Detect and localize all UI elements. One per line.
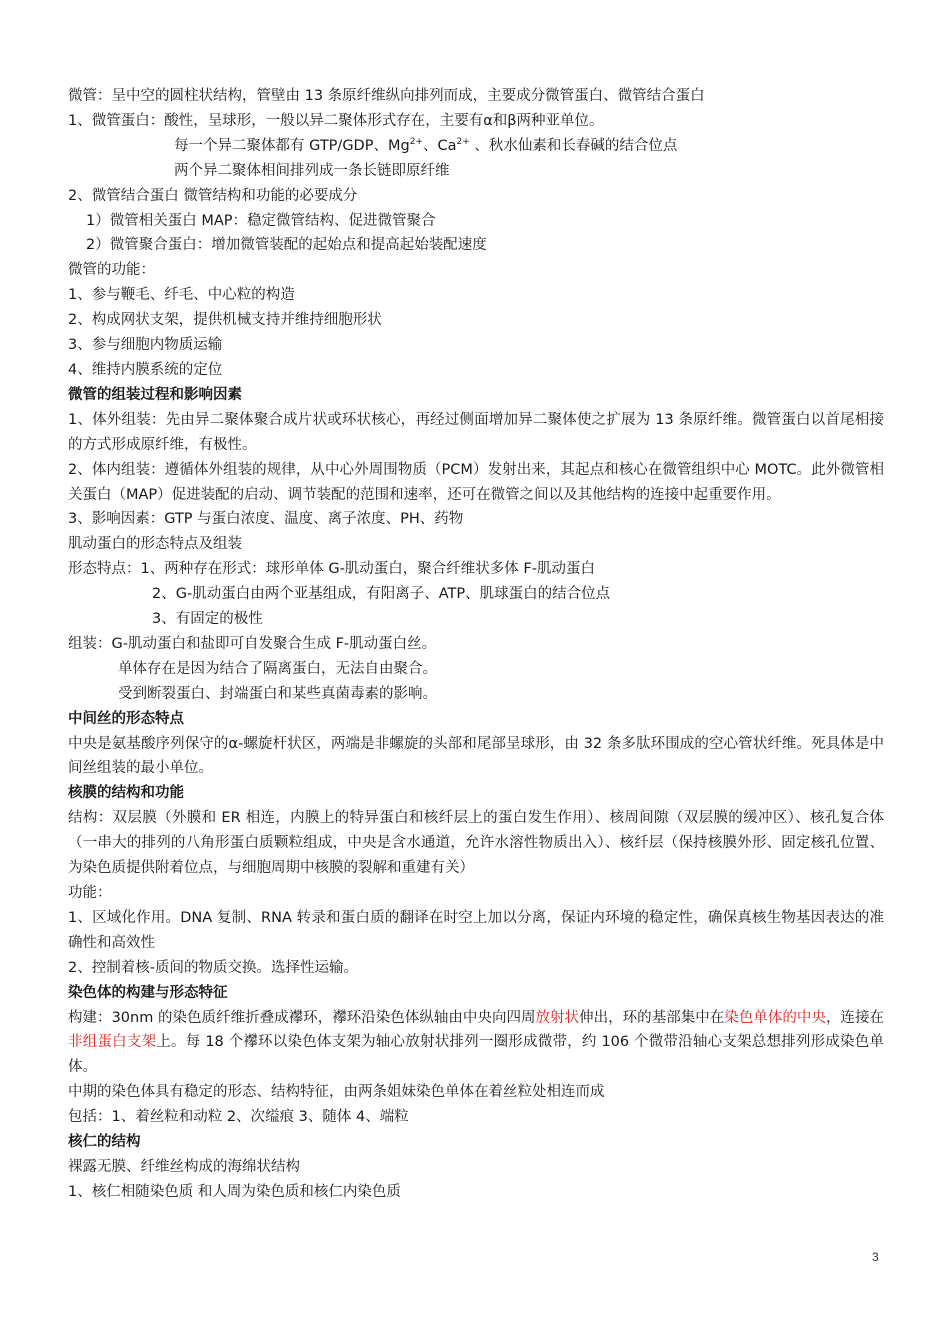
paragraph-compartmentalization: 1、区域化作用。DNA 复制、RNA 转录和蛋白质的翻译在时空上加以分离，保证内环境的稳定性，确保真核生物基因表达的准确性和高效性 [68,909,884,951]
text-run: 每一个异二聚体都有 GTP/GDP、Mg [174,137,410,154]
section-heading: 核膜的结构和功能 [68,785,184,802]
highlighted-text: 非组蛋白支架 [68,1034,157,1051]
list-item: 2、构成网状支架，提供机械支持并维持细胞形状 [68,312,382,329]
paragraph-map: 2、微管结合蛋白 微管结构和功能的必要成分 [68,187,358,204]
paragraph-actin-title: 肌动蛋白的形态特点及组装 [68,536,242,553]
paragraph-tubulin: 1、微管蛋白：酸性，呈球形，一般以异二聚体形式存在，主要有α和β两种亚单位。 [68,112,604,129]
paragraph-protofilament: 两个异二聚体相间排列成一条长链即原纤维 [174,162,450,179]
paragraph-actin-morphology: 形态特点：1、两种存在形式：球形单体 G-肌动蛋白，聚合纤维状多体 F-肌动蛋白 [68,561,595,578]
superscript: 2+ [409,136,423,147]
paragraph-nucleolus-structure: 裸露无膜、纤维丝构成的海绵状结构 [68,1158,300,1175]
text-run: 、秋水仙素和长春碱的结合位点 [469,137,678,154]
section-heading: 微管的组装过程和影响因素 [68,386,242,403]
list-item: 4、维持内膜系统的定位 [68,361,223,378]
text-run: ，连接在 [825,1009,885,1026]
text-run: 上。每 18 个襻环以染色体支架为轴心放射状排列一圈形成微带，约 106 个微带沿轴心支架总想排列形成染色单体。 [68,1034,884,1076]
section-heading: 中间丝的形态特点 [68,710,184,727]
text-run: 伸出，环的基部集中在 [579,1009,725,1026]
paragraph-tubulin-binding-sites [68,134,884,159]
section-heading: 染色体的构建与形态特征 [68,984,228,1001]
paragraph-in-vivo-assembly: 2、体内组装：遵循体外组装的规律，从中心外周围物质（PCM）发射出来，其起点和核心在微管组织中心 MOTC。此外微管相关蛋白（MAP）促进装配的启动、调节装配的范围和速率，还可在微管之间以及其他结构的连接中起重要作用。 [68,461,884,503]
paragraph-factors: 3、影响因素：GTP 与蛋白浓度、温度、离子浓度、PH、药物 [68,511,464,528]
paragraph-in-vitro-assembly: 1、体外组装：先由异二聚体聚合成片状或环状核心，再经过侧面增加异二聚体使之扩展为 13 条原纤维。微管蛋白以首尾相接的方式形成原纤维，有极性。 [68,411,884,453]
paragraph-nucleocytoplasmic-exchange: 2、控制着核-质间的物质交换。选择性运输。 [68,959,358,976]
paragraph-nuclear-envelope-structure: 结构：双层膜（外膜和 ER 相连，内膜上的特异蛋白和核纤层上的蛋白发生作用）、核周间隙（双层膜的缓冲区）、核孔复合体（一串大的排列的八角形蛋白质颗粒组成，中央是含水通道，允许水溶性物质出入）、核纤层（保持核膜外形、固定核孔位置、为染色质提供附着位点，与细胞周期中核膜的裂解和重建有关） [68,810,884,877]
paragraph-actin-influence: 受到断裂蛋白、封端蛋白和某些真菌毒素的影响。 [118,685,437,702]
paragraph-microtubule-definition: 微管：呈中空的圆柱状结构，管壁由 13 条原纤维纵向排列而成，主要成分微管蛋白、微管结合蛋白 [68,88,705,104]
paragraph-actin-assembly: 组装：G-肌动蛋白和盐即可自发聚合生成 F-肌动蛋白丝。 [68,635,437,652]
highlighted-text: 染色单体的中央 [724,1009,826,1026]
paragraph-metaphase-chromosome: 中期的染色体具有稳定的形态、结构特征，由两条姐妹染色单体在着丝粒处相连而成 [68,1084,605,1101]
paragraph-map-2: 2）微管聚合蛋白：增加微管装配的起始点和提高起始装配速度 [86,237,487,254]
paragraph-nucleolus-chromatin: 1、核仁相随染色质 和人周为染色质和核仁内染色质 [68,1183,401,1200]
paragraph-function-title: 微管的功能： [68,262,155,279]
list-item: 1、参与鞭毛、纤毛、中心粒的构造 [68,287,295,304]
highlighted-text: 放射状 [535,1009,580,1026]
paragraph-intermediate-filament: 中央是氨基酸序列保守的α-螺旋杆状区，两端是非螺旋的头部和尾部呈球形，由 32 条多肽环围成的空心管状纤维。死具体是中间丝组装的最小单位。 [68,735,884,777]
superscript: 2+ [456,136,470,147]
section-heading: 核仁的结构 [68,1134,141,1151]
list-item: 3、参与细胞内物质运输 [68,337,223,354]
paragraph-map-1: 1）微管相关蛋白 MAP：稳定微管结构、促进微管聚合 [86,212,436,229]
paragraph-function-label: 功能： [68,885,112,901]
paragraph-chromosome-parts: 包括：1、着丝粒和动粒 2、次缢痕 3、随体 4、端粒 [68,1109,409,1126]
paragraph-actin-subunits: 2、G-肌动蛋白由两个亚基组成，有阳离子、ATP、肌球蛋白的结合位点 [152,586,611,603]
page-number: 3 [872,1250,879,1264]
page-body [68,84,884,1205]
text-run: 、Ca [422,137,457,154]
text-run: 构建：30nm 的染色质纤维折叠成襻环，襻环沿染色体纵轴由中央向四周 [68,1009,536,1026]
paragraph-chromosome-construction [68,1006,884,1081]
paragraph-actin-monomer: 单体存在是因为结合了隔离蛋白，无法自由聚合。 [118,660,437,677]
paragraph-actin-polarity: 3、有固定的极性 [152,611,263,628]
